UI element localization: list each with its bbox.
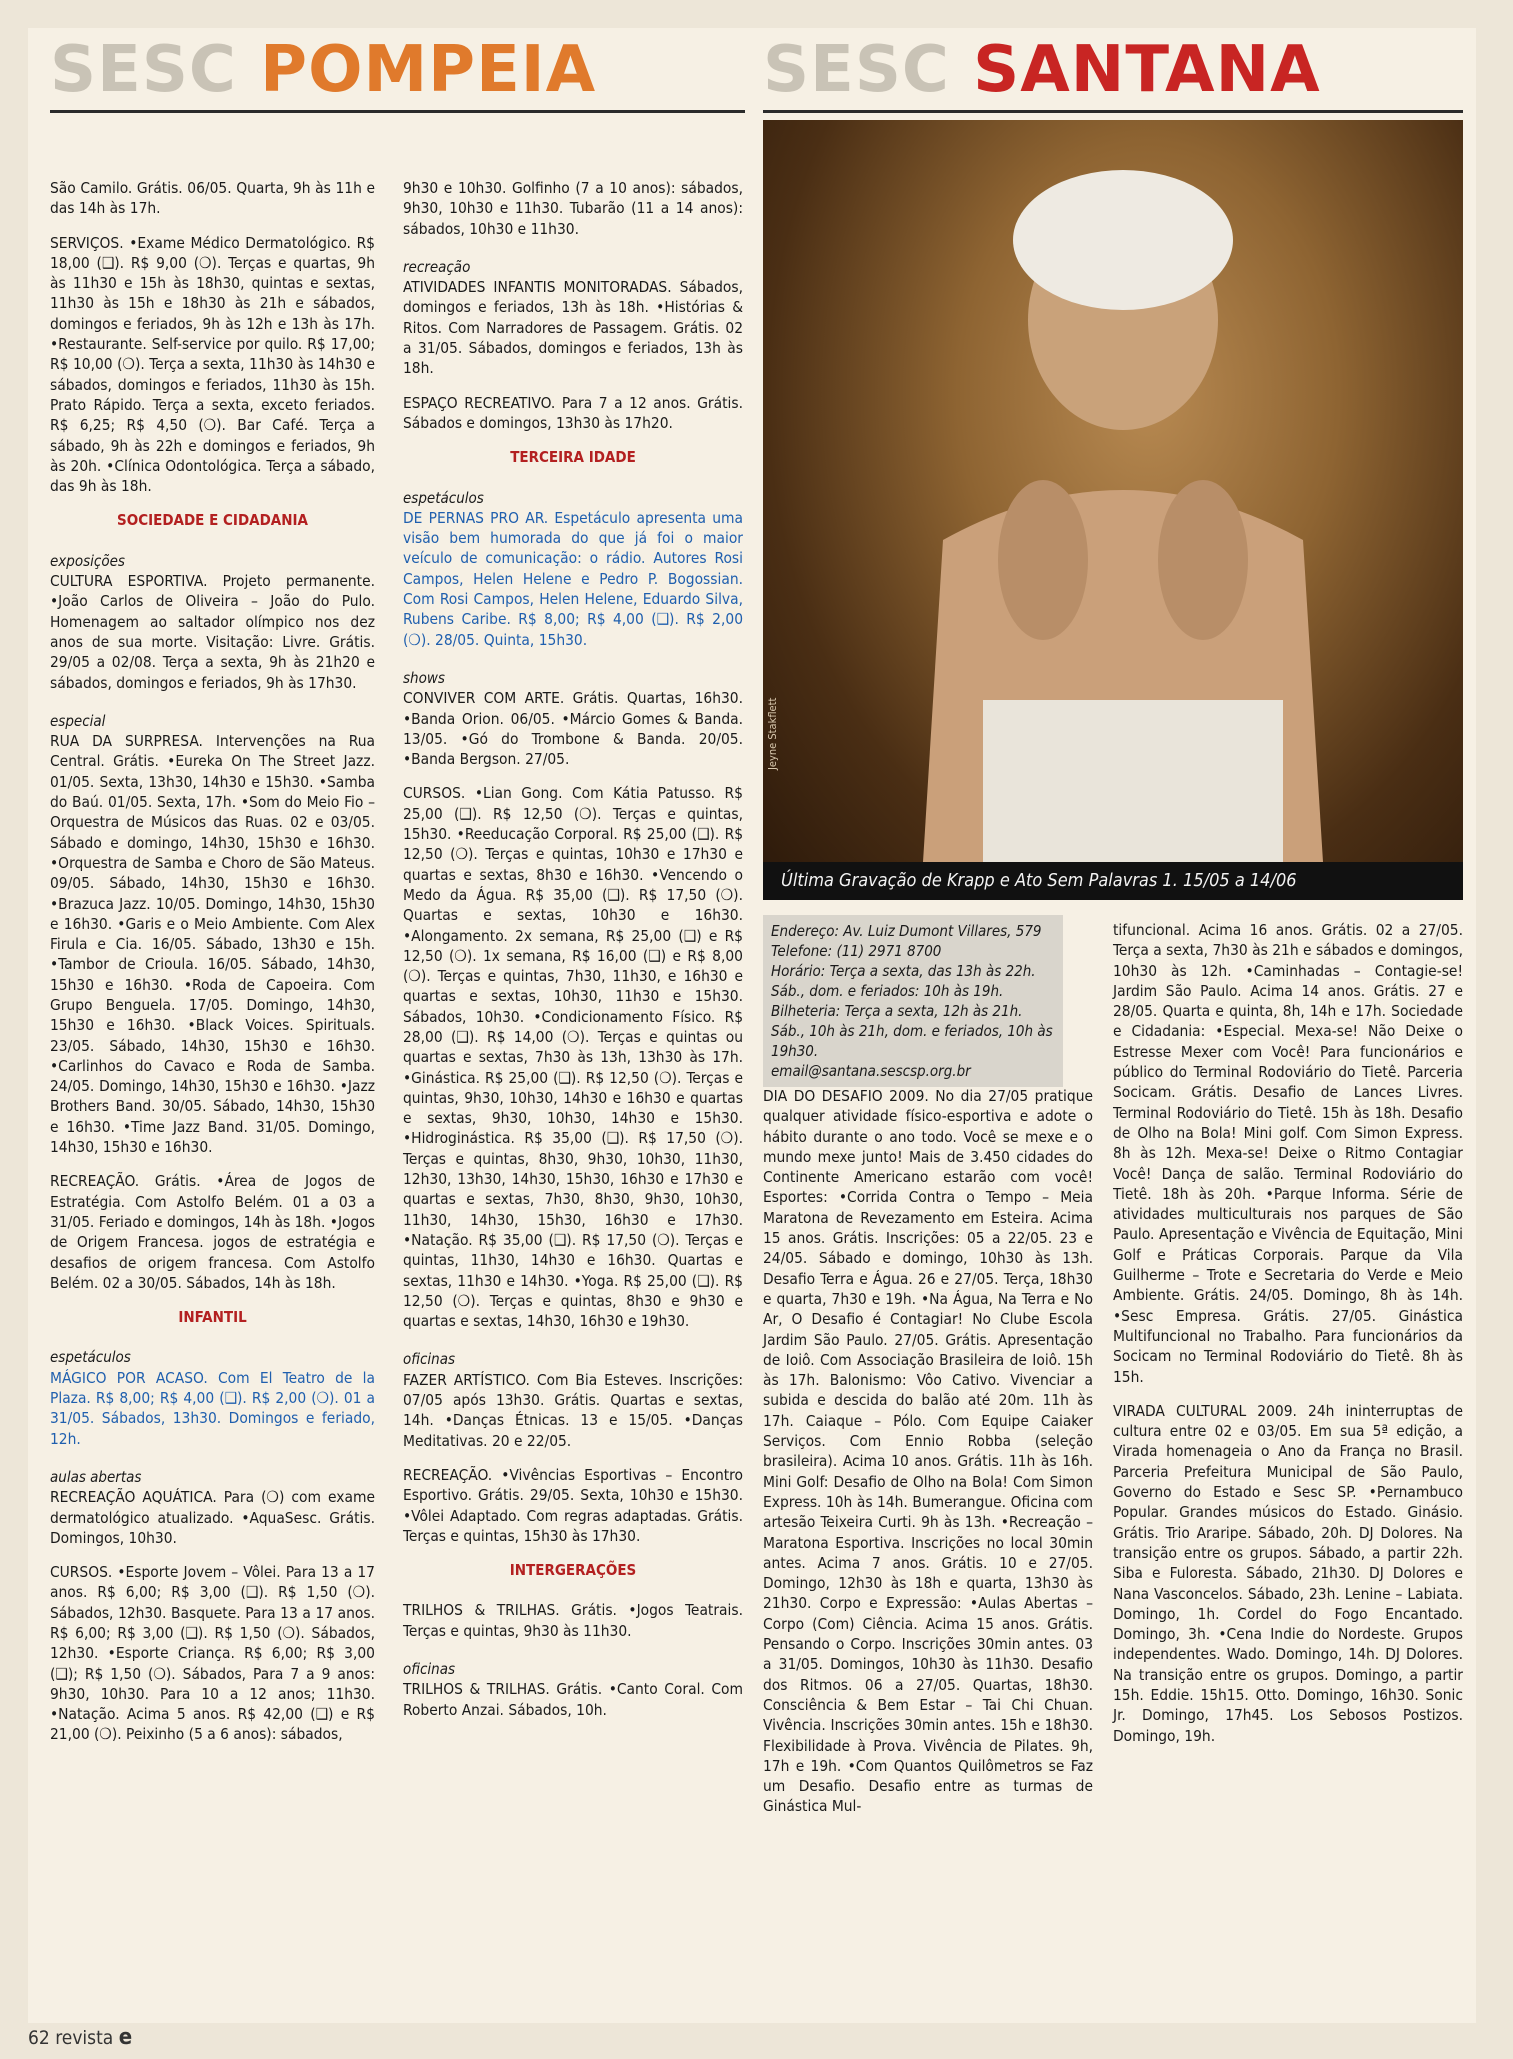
venue-info-box <box>763 915 1063 1087</box>
text-block: TRILHOS & TRILHAS. Grátis. •Canto Coral. Com Roberto Anzai. Sábados, 10h. <box>403 1680 743 1719</box>
actor-illustration <box>763 120 1463 862</box>
text-block: DIA DO DESAFIO 2009. No dia 27/05 pratique qualquer atividade físico-esportiva e adote o hábito durante o ano todo. Você se mexe e o mundo mexe junto! Mais de 3.450 cidades do Continente Americano estarão com você! Esportes: •Corrida Contra o Tempo – Meia Maratona de Revezamento em Esteira. Acima 15 anos. Grátis. Inscrições: 05 a 22/05. 23 e 24/05. Sábado e domingo, 10h30 às 13h. Desafio Terra e Água. 26 e 27/05. Terça, 18h30 e quarta, 7h30 e 19h. •Na Água, Na Terra e No Ar, O Desafio é Contagiar! No Clube Escola Jardim São Paulo. 27/05. Grátis. Apresentação de Ioiô. Com Associação Brasileira de Ioiô. 15h às 17h. Balonismo: Vôo Cativo. Vivenciar a subida e descida do balão até 20m. 11h às 17h. Caiaque – Pólo. Com Equipe Caiaker Serviços. Com Ennio Robba (seleção brasileira). Acima 10 anos. Grátis. 11h às 16h. Mini Golf: Desafio de Olho na Bola! Com Simon Express. 10h às 14h. Bumerangue. Oficina com artesão Teixeira Curti. 9h às 13h. •Recreação – Maratona Esportiva. Inscrições no local 30min antes. Acima 7 anos. Grátis. 10 e 27/05. Domingo, 12h30 às 18h e quarta, 13h30 às 21h30. Corpo e Expressão: •Aulas Abertas – Corpo (Com) Ciência. Acima 15 anos. Grátis. Pensando o Corpo. Inscrições 30min antes. 03 a 31/05. Domingos, 10h30 às 11h30. Desafio dos Ritmos. 06 a 27/05. Quartas, 18h30. Consciência & Bem Estar – Tai Chi Chuan. Vivência. Inscrições 30min antes. 15h e 18h30. Flexibilidade à Prova. Vivência de Pilates. 9h, 17h e 19h. •Com Quantos Quilômetros se Faz um Desafio. Desafio entre as turmas de Ginástica Mul- <box>763 1087 1093 1816</box>
box-office: Bilheteria: Terça a sexta, 12h às 21h. Sáb., 10h às 21h, dom. e feriados, 10h às 19h30. <box>771 1002 1053 1060</box>
page-footer <box>28 2025 132 2050</box>
header-prefix: SESC <box>763 33 950 107</box>
section-heading: SOCIEDADE E CIDADANIA <box>117 511 308 530</box>
text-block: 9h30 e 10h30. Golfinho (7 a 10 anos): sábados, 9h30, 10h30 e 11h30. Tubarão (11 a 14 anos): sábados, 10h30 e 11h30. <box>403 179 743 238</box>
header-sesc-santana <box>763 33 1321 107</box>
text-block: São Camilo. Grátis. 06/05. Quarta, 9h às 11h e das 14h às 17h. <box>50 179 375 218</box>
header-rule <box>50 110 745 113</box>
header-title: SANTANA <box>973 33 1321 107</box>
text-block: MÁGICO POR ACASO. Com El Teatro de la Plaza. R$ 8,00; R$ 4,00 (❑). R$ 2,00 (❍). 01 a 31/05. Sábados, 13h30. Domingos e feriado, 12h. <box>50 1368 375 1448</box>
category-label: shows <box>403 668 445 687</box>
text-block: FAZER ARTÍSTICO. Com Bia Esteves. Inscrições: 07/05 após 13h30. Grátis. Quartas e sextas, 14h. •Danças Étnicas. 13 e 15/05. •Danças Meditativas. 20 e 22/05. <box>403 1370 743 1450</box>
category-label: espetáculos <box>50 1348 131 1367</box>
email: email@santana.sescsp.org.br <box>771 1062 971 1080</box>
text-block: RECREAÇÃO. Grátis. •Área de Jogos de Estratégia. Com Astolfo Belém. 01 a 03 a 31/05. Feriado e domingos, 14h às 18h. •Jogos de Origem Francesa. jogos de estratégia e desafios de origem francesa. Com Astolfo Belém. 02 a 30/05. Sábados, 14h às 18h. <box>50 1172 375 1292</box>
magazine-logo: e <box>118 2025 133 2050</box>
column-4 <box>1113 920 1463 1760</box>
header-prefix: SESC <box>50 33 237 107</box>
category-label: oficinas <box>403 1350 455 1369</box>
text-block: CONVIVER COM ARTE. Grátis. Quartas, 16h30. •Banda Orion. 06/05. •Márcio Gomes & Banda. 13/05. •Gó do Trombone & Banda. 20/05. •Banda Bergson. 27/05. <box>403 689 743 769</box>
text-block: tifuncional. Acima 16 anos. Grátis. 02 a 27/05. Terça a sexta, 7h30 às 21h e sábados e domingos, 10h30 às 12h. •Caminhadas – Contagie-se! Jardim São Paulo. Acima 14 anos. Grátis. 27 e 28/05. Quarta e quinta, 8h, 14h e 17h. Sociedade e Cidadania: •Especial. Mexa-se! Não Deixe o Estresse Mexer com Você! Para funcionários e público do Terminal Rodoviário do Tietê. Parceria Socicam. Grátis. Desafio de Lances Livres. Terminal Rodoviário do Tietê. 15h às 18h. Desafio de Olho na Bola! Mini golf. Com Simon Express. 8h às 12h. Mexa-se! Deixe o Ritmo Contagiar Você! Dança de salão. Terminal Rodoviário do Tietê. 18h às 20h. •Parque Informa. Série de atividades multiculturais nos parques de São Paulo. Apresentação e Vivência de Equitação, Mini Golf e Práticas Corporais. Parque da Vila Guilherme – Trote e Secretaria do Verde e Meio Ambiente. Grátis. 24/05. Domingo, 8h às 14h. •Sesc Empresa. Grátis. 27/05. Ginástica Multifuncional no Trabalho. Para funcionários da Socicam no Terminal Rodoviário do Tietê. 8h às 15h. <box>1113 921 1463 1386</box>
header-sesc-pompeia <box>50 33 597 107</box>
section-heading: INFANTIL <box>178 1308 247 1327</box>
section-heading: TERCEIRA IDADE <box>510 448 636 467</box>
page-number: 62 <box>28 2027 50 2049</box>
category-label: exposições <box>50 551 125 570</box>
text-block: ATIVIDADES INFANTIS MONITORADAS. Sábados, domingos e feriados, 13h às 18h. •Histórias & Ritos. Com Narradores de Passagem. Grátis. 02 a 31/05. Sábados, domingos e feriados, 13h às 18h. <box>403 278 743 378</box>
text-block: CURSOS. •Lian Gong. Com Kátia Patusso. R$ 25,00 (❑). R$ 12,50 (❍). Terças e quintas, 15h30. •Reeducação Corporal. R$ 25,00 (❑). R$ 12,50 (❍). Terças e quintas, 10h30 e 17h30 e quartas e sextas, 8h30 e 16h30. •Vencendo o Medo da Água. R$ 35,00 (❑). R$ 17,50 (❍). Quartas e sextas, 10h30 e 16h30. •Alongamento. 2x semana, R$ 25,00 (❑) e R$ 12,50 (❍). 1x semana, R$ 16,00 (❑) e R$ 8,00 (❍). Terças e quintas, 7h30, 11h30, e 16h30 e quartas e sextas, 10h30, 11h30 e 15h30. Sábados, 10h30. •Condicionamento Físico. R$ 28,00 (❑). R$ 14,00 (❍). Terças e quintas ou quartas e sextas, 7h30 às 13h, 13h30 às 17h. •Ginástica. R$ 25,00 (❑). R$ 12,50 (❍). Terças e quintas, 9h30, 10h30, 14h30 e 16h30 e quartas e sextas, 9h30, 10h30, 14h30 e 15h30. •Hidroginástica. R$ 35,00 (❑). R$ 17,50 (❍). Terças e quintas, 8h30, 9h30, 10h30, 11h30, 12h30, 13h30, 14h30, 15h30, 16h30 e 17h30 e quartas e sextas, 7h30, 8h30, 9h30, 10h30, 11h30, 14h30, 15h30, 16h30 e 17h30. •Natação. R$ 35,00 (❑). R$ 17,50 (❍). Terças e quintas, 11h30, 14h30 e 16h30. Quartas e sextas, 11h30 e 14h30. •Yoga. R$ 25,00 (❑). R$ 12,50 (❍). Terças e quintas, 8h30 e 9h30 e quartas e sextas, 14h30, 16h30 e 19h30. <box>403 784 743 1331</box>
text-block: VIRADA CULTURAL 2009. 24h ininterruptas de cultura entre 02 e 03/05. Em sua 5ª edição, a Virada homenageia o Ano da França no Brasil. Parceria Prefeitura Municipal de São Paulo, Governo do Estado e Sesc SP. •Pernambuco Popular. Grandes músicos do Estado. Ginásio. Grátis. Trio Araripe. Sábado, 20h. DJ Dolores. Na transição entre os grupos. Sábado, a partir 22h. Siba e Fuloresta. Sábado, 21h30. DJ Dolores e Nana Vasconcelos. Sábado, 23h. Lenine – Labiata. Domingo, 1h. Cordel do Fogo Encantado. Domingo, 3h. •Cena Indie do Nordeste. Grupos independentes. Wado. Domingo, 14h. DJ Dolores. Na transição entre os grupos. Domingo, a partir 15h. Eddie. 15h15. Otto. Domingo, 16h30. Sonic Jr. Domingo, 17h45. Los Sebosos Postizos. Domingo, 19h. <box>1113 1401 1463 1745</box>
text-block: RUA DA SURPRESA. Intervenções na Rua Central. Grátis. •Eureka On The Street Jazz. 01/05. Sexta, 13h30, 14h30 e 15h30. •Samba do Baú. 01/05. Sexta, 17h. •Som do Meio Fio – Orquestra de Músicos das Ruas. 02 e 03/05. Sábado e domingo, 14h30, 15h30 e 16h30. •Orquestra de Samba e Choro de São Mateus. 09/05. Sábado, 14h30, 15h30 e 16h30. •Brazuca Jazz. 10/05. Domingo, 14h30, 15h30 e 16h30. •Garis e o Meio Ambiente. Com Alex Firula e Cia. 16/05. Sábado, 13h30 e 15h. •Tambor de Crioula. 16/05. Sábado, 14h30, 15h30 e 16h30. •Roda de Capoeira. Com Grupo Benguela. 17/05. Domingo, 14h30, 15h30 e 16h30. •Black Voices. Spirituals. 23/05. Sábado, 14h30, 15h30 e 16h30. •Carlinhos do Cavaco e Roda de Samba. 24/05. Domingo, 14h30, 15h30 e 16h30. •Jazz Brothers Band. 30/05. Sábado, 14h30, 15h30 e 16h30. •Time Jazz Band. 31/05. Domingo, 14h30, 15h30 e 16h30. <box>50 732 375 1157</box>
photo-credit: Jeyne Stakflett <box>766 697 779 770</box>
header-title: POMPEIA <box>260 33 597 107</box>
category-label: recreação <box>403 257 471 276</box>
text-block: CURSOS. •Esporte Jovem – Vôlei. Para 13 a 17 anos. R$ 6,00; R$ 3,00 (❑). R$ 1,50 (❍). Sábados, 12h30. Basquete. Para 13 a 17 anos. R$ 6,00; R$ 3,00 (❑). R$ 1,50 (❍). Sábados, 12h30. •Esporte Criança. R$ 6,00; R$ 3,00 (❑); R$ 1,50 (❍). Sábados, Para 7 a 9 anos: 9h30, 10h30. Para 10 a 12 anos; 11h30. •Natação. Acima 5 anos. R$ 42,00 (❑) e R$ 21,00 (❍). Peixinho (5 a 6 anos): sábados, <box>50 1563 375 1744</box>
category-label: especial <box>50 711 106 730</box>
column-1 <box>50 178 375 1759</box>
category-label: aulas abertas <box>50 1467 142 1486</box>
text-block: DE PERNAS PRO AR. Espetáculo apresenta uma visão bem humorada do que já foi o maior veículo de comunicação: o rádio. Autores Rosi Campos, Helen Helene e Pedro P. Bogossian. Com Rosi Campos, Helen Helene, Eduardo Silva, Rubens Caribe. R$ 8,00; R$ 4,00 (❑). R$ 2,00 (❍). 28/05. Quinta, 15h30. <box>403 508 743 649</box>
text-block: TRILHOS & TRILHAS. Grátis. •Jogos Teatrais. Terças e quintas, 9h30 às 11h30. <box>403 1601 743 1640</box>
performance-photo <box>763 120 1463 900</box>
text-block: RECREAÇÃO. •Vivências Esportivas – Encontro Esportivo. Grátis. 29/05. Sexta, 10h30 e 15h30. •Vôlei Adaptado. Com regras adaptadas. Grátis. Terças e quintas, 15h30 às 17h30. <box>403 1465 743 1545</box>
text-block: ESPAÇO RECREATIVO. Para 7 a 12 anos. Grátis. Sábados e domingos, 13h30 às 17h20. <box>403 393 743 432</box>
magazine-page <box>28 28 1476 2023</box>
column-3 <box>763 1086 1093 1831</box>
text-block: SERVIÇOS. •Exame Médico Dermatológico. R$ 18,00 (❑). R$ 9,00 (❍). Terças e quartas, 9h às 11h30 e 15h às 18h30, quintas e sextas, 11h30 às 15h e 18h30 às 21h e sábados, domingos e feriados, 9h às 12h e 13h às 17h. •Restaurante. Self-service por quilo. R$ 17,00; R$ 10,00 (❍). Terça a sexta, 11h30 às 14h30 e sábados, domingos e feriados, 11h30 às 15h. Prato Rápido. Terça a sexta, exceto feriados. R$ 6,25; R$ 4,50 (❍). Bar Café. Terça a sábado, 9h às 22h e domingos e feriados, 9h às 20h. •Clínica Odontológica. Terça a sábado, das 9h às 18h. <box>50 233 375 496</box>
header-rule <box>763 110 1463 113</box>
text-block: CULTURA ESPORTIVA. Projeto permanente. •João Carlos de Oliveira – João do Pulo. Homenagem ao saltador olímpico nos dez anos de sua morte. Visitação: Livre. Grátis. 29/05 a 02/08. Terça a sexta, 9h às 21h20 e sábados, domingos e feriados, 9h às 17h30. <box>50 572 375 692</box>
address: Endereço: Av. Luiz Dumont Villares, 579 <box>771 922 1042 940</box>
column-2 <box>403 178 743 1734</box>
section-heading: INTERGERAÇÕES <box>509 1561 637 1580</box>
photo-caption: Última Gravação de Krapp e Ato Sem Palavras 1. 15/05 a 14/06 <box>763 862 1463 900</box>
category-label: oficinas <box>403 1660 455 1678</box>
hours: Horário: Terça a sexta, das 13h às 22h. Sáb., dom. e feriados: 10h às 19h. <box>771 962 1036 1000</box>
category-label: espetáculos <box>403 488 484 507</box>
magazine-name: revista <box>55 2027 114 2049</box>
phone: Telefone: (11) 2971 8700 <box>771 942 942 960</box>
text-block: RECREAÇÃO AQUÁTICA. Para (❍) com exame dermatológico atualizado. •AquaSesc. Grátis. Domingos, 10h30. <box>50 1488 375 1547</box>
